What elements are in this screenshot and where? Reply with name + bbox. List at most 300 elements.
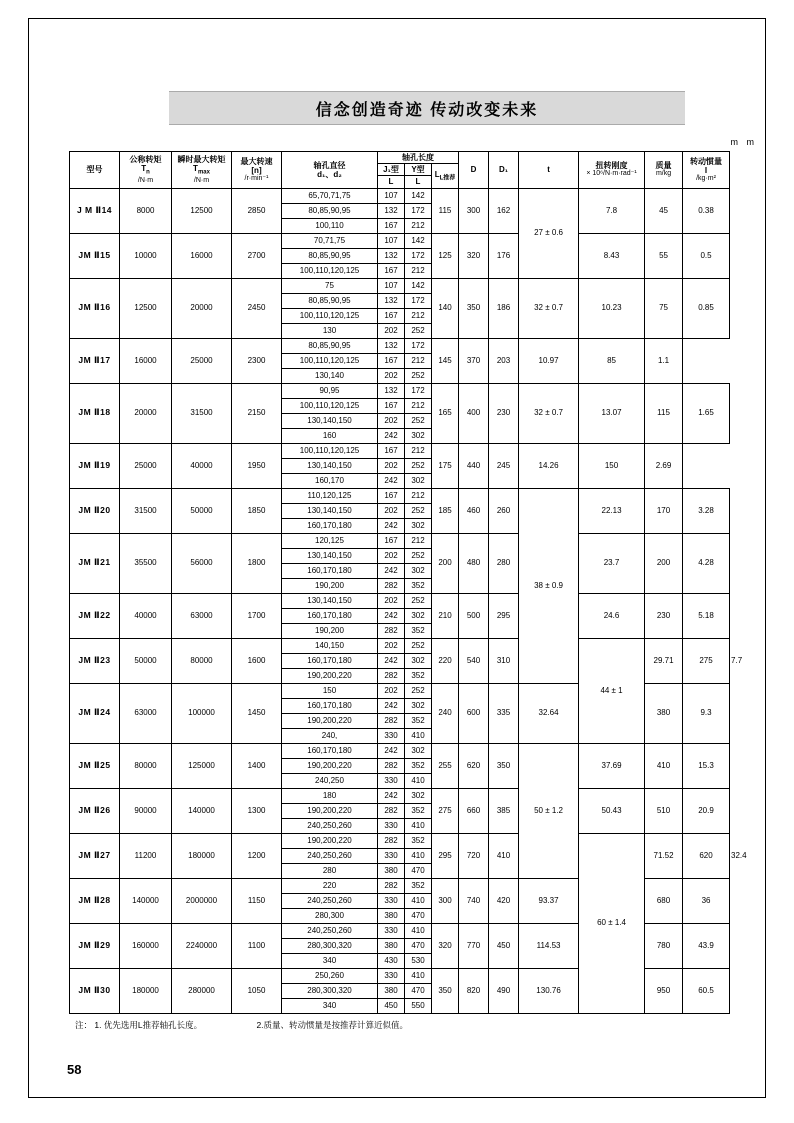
cell-bore-length-j: 380 xyxy=(378,983,405,998)
cell-bore-diameter: 90,95 xyxy=(282,383,378,398)
th-instant-torque-symbol xyxy=(173,164,230,176)
cell-instant-torque: 16000 xyxy=(172,233,232,278)
cell-bore-diameter: 80,85,90,95 xyxy=(282,248,378,263)
cell-D: 740 xyxy=(459,878,489,923)
th-L-rec-sub: L推荐 xyxy=(439,175,456,182)
cell-bore-diameter: 280,300 xyxy=(282,908,378,923)
cell-bore-length-y: 352 xyxy=(405,623,432,638)
cell-nominal-torque: 40000 xyxy=(120,593,172,638)
cell-model: JM Ⅱ16 xyxy=(70,278,120,338)
cell-bore-length-j: 167 xyxy=(378,263,405,278)
cell-bore-diameter: 150 xyxy=(282,683,378,698)
cell-nominal-torque: 50000 xyxy=(120,638,172,683)
cell-bore-length-j: 202 xyxy=(378,323,405,338)
cell-max-speed: 1700 xyxy=(232,593,282,638)
cell-instant-torque: 100000 xyxy=(172,683,232,743)
cell-D: 820 xyxy=(459,968,489,1013)
cell-bore-length-y: 302 xyxy=(405,788,432,803)
cell-bore-diameter: 160,170 xyxy=(282,473,378,488)
cell-bore-length-j: 167 xyxy=(378,353,405,368)
cell-mass: 380 xyxy=(645,683,683,743)
cell-bore-diameter: 80,85,90,95 xyxy=(282,293,378,308)
cell-bore-length-j: 242 xyxy=(378,518,405,533)
cell-model: JM Ⅱ15 xyxy=(70,233,120,278)
th-nominal-torque-unit: /N·m xyxy=(137,176,154,184)
cell-bore-length-j: 242 xyxy=(378,788,405,803)
cell-model: JM Ⅱ24 xyxy=(70,683,120,743)
cell-nominal-torque: 11200 xyxy=(120,833,172,878)
cell-bore-diameter: 130,140,150 xyxy=(282,458,378,473)
cell-torsional-stiffness: 10.97 xyxy=(519,338,579,383)
cell-D1: 260 xyxy=(489,488,519,533)
cell-bore-length-y: 352 xyxy=(405,758,432,773)
cell-mass: 55 xyxy=(645,233,683,278)
cell-inertia: 5.18 xyxy=(683,593,730,638)
cell-bore-diameter: 80,85,90,95 xyxy=(282,338,378,353)
cell-bore-diameter: 240,250 xyxy=(282,773,378,788)
cell-bore-length-j: 330 xyxy=(378,728,405,743)
table-body xyxy=(70,188,747,1013)
cell-bore-diameter: 100,110,120,125 xyxy=(282,398,378,413)
th-bore-diameter-symbol: d₁、d₂ xyxy=(317,169,342,179)
cell-nominal-torque: 140000 xyxy=(120,878,172,923)
cell-bore-diameter: 250,260 xyxy=(282,968,378,983)
cell-bore-length-l-rec: 140 xyxy=(432,278,459,338)
cell-bore-length-j: 202 xyxy=(378,593,405,608)
cell-bore-length-j: 107 xyxy=(378,233,405,248)
cell-bore-length-y: 550 xyxy=(405,998,432,1013)
cell-instant-torque: 280000 xyxy=(172,968,232,1013)
th-nominal-torque-symbol xyxy=(121,164,170,176)
page-banner xyxy=(169,91,685,125)
cell-bore-length-y: 352 xyxy=(405,578,432,593)
cell-D: 460 xyxy=(459,488,489,533)
cell-bore-length-y: 252 xyxy=(405,593,432,608)
cell-t: 32 ± 0.7 xyxy=(519,383,579,443)
note-2: 2.质量、转动惯量是按推荐计算近似值。 xyxy=(256,1020,409,1030)
cell-bore-diameter: 190,200,220 xyxy=(282,713,378,728)
cell-bore-length-j: 330 xyxy=(378,773,405,788)
cell-D: 320 xyxy=(459,233,489,278)
cell-nominal-torque: 90000 xyxy=(120,788,172,833)
cell-bore-length-y: 212 xyxy=(405,308,432,323)
cell-torsional-stiffness: 50.43 xyxy=(579,788,645,833)
cell-D: 480 xyxy=(459,533,489,593)
cell-bore-length-j: 107 xyxy=(378,188,405,203)
cell-bore-diameter: 130,140,150 xyxy=(282,593,378,608)
th-max-speed-label: 最大转速 xyxy=(240,156,273,166)
cell-torsional-stiffness: 14.26 xyxy=(519,443,579,488)
cell-max-speed: 1850 xyxy=(232,488,282,533)
cell-mass: 115 xyxy=(645,383,683,443)
cell-bore-length-j: 242 xyxy=(378,698,405,713)
cell-mass: 510 xyxy=(645,788,683,833)
cell-max-speed: 1950 xyxy=(232,443,282,488)
cell-torsional-stiffness: 22.13 xyxy=(579,488,645,533)
sub-max: max xyxy=(197,169,210,176)
cell-D1: 420 xyxy=(489,878,519,923)
cell-bore-length-y: 530 xyxy=(405,953,432,968)
cell-inertia: 43.9 xyxy=(683,923,730,968)
cell-mass: 170 xyxy=(645,488,683,533)
cell-bore-length-y: 410 xyxy=(405,893,432,908)
cell-max-speed: 1600 xyxy=(232,638,282,683)
note-1: 1. 优先选用L推荐轴孔长度。 xyxy=(94,1020,203,1030)
cell-inertia: 3.28 xyxy=(683,488,730,533)
cell-bore-length-y: 212 xyxy=(405,353,432,368)
cell-model: JM Ⅱ20 xyxy=(70,488,120,533)
cell-bore-length-y: 172 xyxy=(405,293,432,308)
cell-mass: 75 xyxy=(645,278,683,338)
table-notes xyxy=(75,1019,408,1031)
cell-bore-length-j: 167 xyxy=(378,443,405,458)
cell-bore-length-j: 167 xyxy=(378,218,405,233)
cell-t: 27 ± 0.6 xyxy=(519,188,579,278)
cell-max-speed: 1300 xyxy=(232,788,282,833)
cell-bore-length-l-rec: 185 xyxy=(432,488,459,533)
cell-D1: 230 xyxy=(489,383,519,443)
cell-bore-length-y: 252 xyxy=(405,323,432,338)
cell-max-speed: 1450 xyxy=(232,683,282,743)
cell-t: 32 ± 0.7 xyxy=(519,278,579,338)
th-bore-diameter-label: 轴孔直径 xyxy=(313,160,346,170)
cell-bore-diameter: 140,150 xyxy=(282,638,378,653)
cell-bore-length-j: 202 xyxy=(378,548,405,563)
cell-bore-length-j: 330 xyxy=(378,818,405,833)
table-row xyxy=(70,233,730,248)
cell-D: 400 xyxy=(459,383,489,443)
cell-bore-length-j: 380 xyxy=(378,908,405,923)
th-instant-torque-label: 瞬时最大转矩 xyxy=(177,154,226,164)
th-instant-torque xyxy=(172,152,232,189)
th-inertia-symbol: I xyxy=(704,165,708,175)
cell-max-speed: 2450 xyxy=(232,278,282,338)
cell-bore-length-y: 172 xyxy=(405,383,432,398)
cell-bore-length-j: 242 xyxy=(378,743,405,758)
th-max-speed-symbol: [n] xyxy=(251,165,262,175)
cell-D: 620 xyxy=(459,743,489,788)
cell-mass: 620 xyxy=(683,833,730,878)
cell-max-speed: 1050 xyxy=(232,968,282,1013)
cell-bore-length-y: 172 xyxy=(405,338,432,353)
th-nominal-torque xyxy=(120,152,172,189)
cell-bore-length-l-rec: 145 xyxy=(432,338,459,383)
cell-D1: 186 xyxy=(489,278,519,338)
cell-torsional-stiffness: 24.6 xyxy=(579,593,645,638)
cell-bore-length-j: 380 xyxy=(378,863,405,878)
cell-bore-diameter: 110,120,125 xyxy=(282,488,378,503)
cell-bore-length-j: 242 xyxy=(378,428,405,443)
th-inertia-label: 转动惯量 xyxy=(690,156,723,166)
cell-bore-length-y: 252 xyxy=(405,548,432,563)
cell-bore-diameter: 160,170,180 xyxy=(282,653,378,668)
cell-bore-diameter: 190,200,220 xyxy=(282,833,378,848)
cell-instant-torque: 80000 xyxy=(172,638,232,683)
cell-D1: 450 xyxy=(489,923,519,968)
cell-model: JM Ⅱ27 xyxy=(70,833,120,878)
cell-bore-diameter: 340 xyxy=(282,998,378,1013)
cell-model: JM Ⅱ17 xyxy=(70,338,120,383)
cell-inertia: 2.69 xyxy=(645,443,683,488)
cell-bore-length-j: 167 xyxy=(378,398,405,413)
cell-bore-length-l-rec: 210 xyxy=(432,593,459,638)
cell-D1: 410 xyxy=(489,833,519,878)
th-instant-torque-unit: /N·m xyxy=(193,176,210,184)
cell-bore-length-j: 282 xyxy=(378,713,405,728)
cell-bore-length-j: 450 xyxy=(378,998,405,1013)
cell-bore-length-y: 172 xyxy=(405,203,432,218)
cell-inertia: 15.3 xyxy=(683,743,730,788)
cell-instant-torque: 50000 xyxy=(172,488,232,533)
table-row xyxy=(70,443,730,458)
cell-bore-length-y: 410 xyxy=(405,728,432,743)
cell-bore-diameter: 240, xyxy=(282,728,378,743)
cell-bore-length-l-rec: 275 xyxy=(432,788,459,833)
cell-bore-diameter: 160,170,180 xyxy=(282,563,378,578)
cell-bore-length-y: 302 xyxy=(405,473,432,488)
cell-bore-length-j: 132 xyxy=(378,293,405,308)
cell-nominal-torque: 31500 xyxy=(120,488,172,533)
cell-bore-length-j: 282 xyxy=(378,878,405,893)
cell-bore-length-j: 242 xyxy=(378,563,405,578)
cell-inertia: 1.1 xyxy=(645,338,683,383)
cell-instant-torque: 140000 xyxy=(172,788,232,833)
cell-torsional-stiffness: 13.07 xyxy=(579,383,645,443)
cell-bore-diameter: 130,140 xyxy=(282,368,378,383)
cell-nominal-torque: 10000 xyxy=(120,233,172,278)
cell-bore-length-j: 242 xyxy=(378,653,405,668)
cell-bore-length-j: 202 xyxy=(378,683,405,698)
banner-text: 信念创造奇迹 传动改变未来 xyxy=(315,101,539,119)
cell-bore-length-j: 242 xyxy=(378,473,405,488)
cell-bore-length-l-rec: 125 xyxy=(432,233,459,278)
th-max-speed-unit: /r·min⁻¹ xyxy=(244,174,269,182)
th-mass-unit: m/kg xyxy=(655,170,672,178)
cell-bore-length-j: 202 xyxy=(378,458,405,473)
cell-bore-length-j: 330 xyxy=(378,893,405,908)
cell-bore-length-y: 302 xyxy=(405,698,432,713)
cell-bore-diameter: 70,71,75 xyxy=(282,233,378,248)
cell-bore-length-j: 330 xyxy=(378,968,405,983)
th-torsional-label: 扭转刚度 xyxy=(595,161,628,171)
cell-bore-length-y: 470 xyxy=(405,908,432,923)
th-torsional-unit: × 10⁶/N·m·rad⁻¹ xyxy=(586,170,637,178)
cell-model: JM Ⅱ22 xyxy=(70,593,120,638)
cell-max-speed: 1800 xyxy=(232,533,282,593)
cell-bore-length-y: 410 xyxy=(405,818,432,833)
cell-bore-length-y: 352 xyxy=(405,713,432,728)
cell-torsional-stiffness: 10.23 xyxy=(579,278,645,338)
cell-torsional-stiffness: 7.8 xyxy=(579,188,645,233)
cell-D: 300 xyxy=(459,188,489,233)
cell-bore-diameter: 160,170,180 xyxy=(282,608,378,623)
cell-model: JM Ⅱ21 xyxy=(70,533,120,593)
cell-bore-diameter: 220 xyxy=(282,878,378,893)
cell-bore-diameter: 190,200,220 xyxy=(282,803,378,818)
cell-bore-length-y: 410 xyxy=(405,773,432,788)
cell-bore-length-y: 302 xyxy=(405,743,432,758)
cell-bore-length-j: 242 xyxy=(378,608,405,623)
cell-D: 600 xyxy=(459,683,489,743)
cell-bore-diameter: 190,200 xyxy=(282,623,378,638)
cell-bore-diameter: 180 xyxy=(282,788,378,803)
cell-inertia: 4.28 xyxy=(683,533,730,593)
cell-torsional-stiffness: 71.52 xyxy=(645,833,683,878)
cell-bore-length-y: 302 xyxy=(405,653,432,668)
page-frame xyxy=(28,18,766,1098)
cell-D1: 490 xyxy=(489,968,519,1013)
cell-bore-diameter: 190,200,220 xyxy=(282,668,378,683)
cell-nominal-torque: 20000 xyxy=(120,383,172,443)
cell-nominal-torque: 8000 xyxy=(120,188,172,233)
cell-D1: 245 xyxy=(489,443,519,488)
th-D1: D₁ xyxy=(489,152,519,189)
cell-bore-diameter: 65,70,71,75 xyxy=(282,188,378,203)
cell-bore-diameter: 190,200,220 xyxy=(282,758,378,773)
cell-instant-torque: 20000 xyxy=(172,278,232,338)
cell-mass: 950 xyxy=(645,968,683,1013)
cell-bore-length-y: 302 xyxy=(405,428,432,443)
cell-bore-length-l-rec: 300 xyxy=(432,878,459,923)
cell-bore-length-j: 282 xyxy=(378,758,405,773)
cell-bore-length-j: 282 xyxy=(378,803,405,818)
cell-instant-torque: 56000 xyxy=(172,533,232,593)
cell-nominal-torque: 63000 xyxy=(120,683,172,743)
th-bore-length-J: J₁型 xyxy=(378,164,405,176)
cell-D1: 310 xyxy=(489,638,519,683)
table-row xyxy=(70,743,730,758)
cell-bore-diameter: 130,140,150 xyxy=(282,413,378,428)
cell-D: 500 xyxy=(459,593,489,638)
cell-bore-diameter: 100,110 xyxy=(282,218,378,233)
cell-bore-length-l-rec: 175 xyxy=(432,443,459,488)
cell-D: 660 xyxy=(459,788,489,833)
sym-T: T xyxy=(141,164,147,174)
cell-D: 770 xyxy=(459,923,489,968)
th-torsional-stiffness xyxy=(579,152,645,189)
cell-inertia: 60.5 xyxy=(683,968,730,1013)
cell-max-speed: 1100 xyxy=(232,923,282,968)
table-row xyxy=(70,533,730,548)
cell-bore-diameter: 190,200 xyxy=(282,578,378,593)
cell-bore-length-j: 202 xyxy=(378,503,405,518)
cell-bore-length-j: 202 xyxy=(378,368,405,383)
header-row-1 xyxy=(70,152,730,164)
cell-model: JM Ⅱ29 xyxy=(70,923,120,968)
cell-bore-length-y: 470 xyxy=(405,938,432,953)
cell-mass: 200 xyxy=(645,533,683,593)
th-bore-diameter xyxy=(282,152,378,189)
table-row: JM Ⅱ23 50000 80000 1600 140,150 202 252 220 540 310 44 ± 1 29.71 275 7.7 xyxy=(70,638,730,653)
cell-bore-diameter: 100,110,120,125 xyxy=(282,308,378,323)
cell-bore-length-j: 202 xyxy=(378,413,405,428)
table-row: JM Ⅱ27 11200 180000 1200 190,200,220 282 352 295 720 410 60 ± 1.4 71.52 620 32.4 xyxy=(70,833,730,848)
cell-bore-diameter: 130 xyxy=(282,323,378,338)
cell-inertia: 1.65 xyxy=(683,383,730,443)
cell-nominal-torque: 80000 xyxy=(120,743,172,788)
cell-nominal-torque: 180000 xyxy=(120,968,172,1013)
cell-mass: 780 xyxy=(645,923,683,968)
cell-D: 540 xyxy=(459,638,489,683)
cell-bore-length-j: 282 xyxy=(378,623,405,638)
cell-t: 38 ± 0.9 xyxy=(519,488,579,683)
cell-instant-torque: 63000 xyxy=(172,593,232,638)
cell-bore-length-l-rec: 350 xyxy=(432,968,459,1013)
cell-inertia: 36 xyxy=(683,878,730,923)
cell-bore-diameter: 160,170,180 xyxy=(282,698,378,713)
cell-bore-length-l-rec: 295 xyxy=(432,833,459,878)
cell-bore-length-j: 202 xyxy=(378,638,405,653)
cell-bore-length-j: 380 xyxy=(378,938,405,953)
cell-bore-length-y: 142 xyxy=(405,278,432,293)
th-bore-length-group: 轴孔长度 xyxy=(378,152,459,164)
cell-bore-diameter: 240,250,260 xyxy=(282,848,378,863)
th-mass-label: 质量 xyxy=(655,161,672,171)
cell-max-speed: 1150 xyxy=(232,878,282,923)
cell-bore-length-y: 352 xyxy=(405,833,432,848)
cell-bore-length-y: 410 xyxy=(405,848,432,863)
cell-bore-length-l-rec: 200 xyxy=(432,533,459,593)
cell-bore-length-y: 212 xyxy=(405,488,432,503)
cell-t: 44 ± 1 xyxy=(579,638,645,743)
cell-bore-length-y: 142 xyxy=(405,188,432,203)
cell-max-speed: 2150 xyxy=(232,383,282,443)
cell-bore-diameter: 100,110,120,125 xyxy=(282,353,378,368)
cell-D1: 385 xyxy=(489,788,519,833)
cell-D1: 295 xyxy=(489,593,519,638)
cell-bore-diameter: 130,140,150 xyxy=(282,548,378,563)
cell-model: JM Ⅱ19 xyxy=(70,443,120,488)
cell-mass: 680 xyxy=(645,878,683,923)
cell-bore-length-j: 330 xyxy=(378,923,405,938)
cell-nominal-torque: 35500 xyxy=(120,533,172,593)
th-bore-length-Y-L: L xyxy=(405,176,432,188)
cell-D1: 203 xyxy=(489,338,519,383)
th-bore-length-Y: Y型 xyxy=(405,164,432,176)
cell-max-speed: 2700 xyxy=(232,233,282,278)
cell-bore-length-j: 132 xyxy=(378,383,405,398)
table-row xyxy=(70,383,730,398)
cell-bore-diameter: 130,140,150 xyxy=(282,503,378,518)
cell-torsional-stiffness: 23.7 xyxy=(579,533,645,593)
cell-bore-length-j: 167 xyxy=(378,308,405,323)
cell-bore-length-y: 302 xyxy=(405,563,432,578)
cell-bore-length-y: 252 xyxy=(405,458,432,473)
th-mass xyxy=(645,152,683,189)
cell-bore-length-l-rec: 115 xyxy=(432,188,459,233)
cell-bore-length-y: 252 xyxy=(405,368,432,383)
cell-bore-length-y: 252 xyxy=(405,503,432,518)
cell-nominal-torque: 160000 xyxy=(120,923,172,968)
cell-bore-length-y: 252 xyxy=(405,683,432,698)
cell-bore-length-j: 282 xyxy=(378,578,405,593)
cell-bore-length-l-rec: 240 xyxy=(432,683,459,743)
cell-mass: 150 xyxy=(579,443,645,488)
cell-instant-torque: 2240000 xyxy=(172,923,232,968)
cell-bore-length-y: 252 xyxy=(405,413,432,428)
cell-inertia: 9.3 xyxy=(683,683,730,743)
cell-bore-length-y: 410 xyxy=(405,968,432,983)
cell-D1: 176 xyxy=(489,233,519,278)
notes-prefix: 注： xyxy=(75,1020,93,1030)
cell-bore-diameter: 280 xyxy=(282,863,378,878)
cell-bore-length-j: 167 xyxy=(378,533,405,548)
cell-bore-length-y: 142 xyxy=(405,233,432,248)
cell-bore-diameter: 340 xyxy=(282,953,378,968)
cell-t: 50 ± 1.2 xyxy=(519,743,579,878)
cell-instant-torque: 12500 xyxy=(172,188,232,233)
cell-nominal-torque: 12500 xyxy=(120,278,172,338)
